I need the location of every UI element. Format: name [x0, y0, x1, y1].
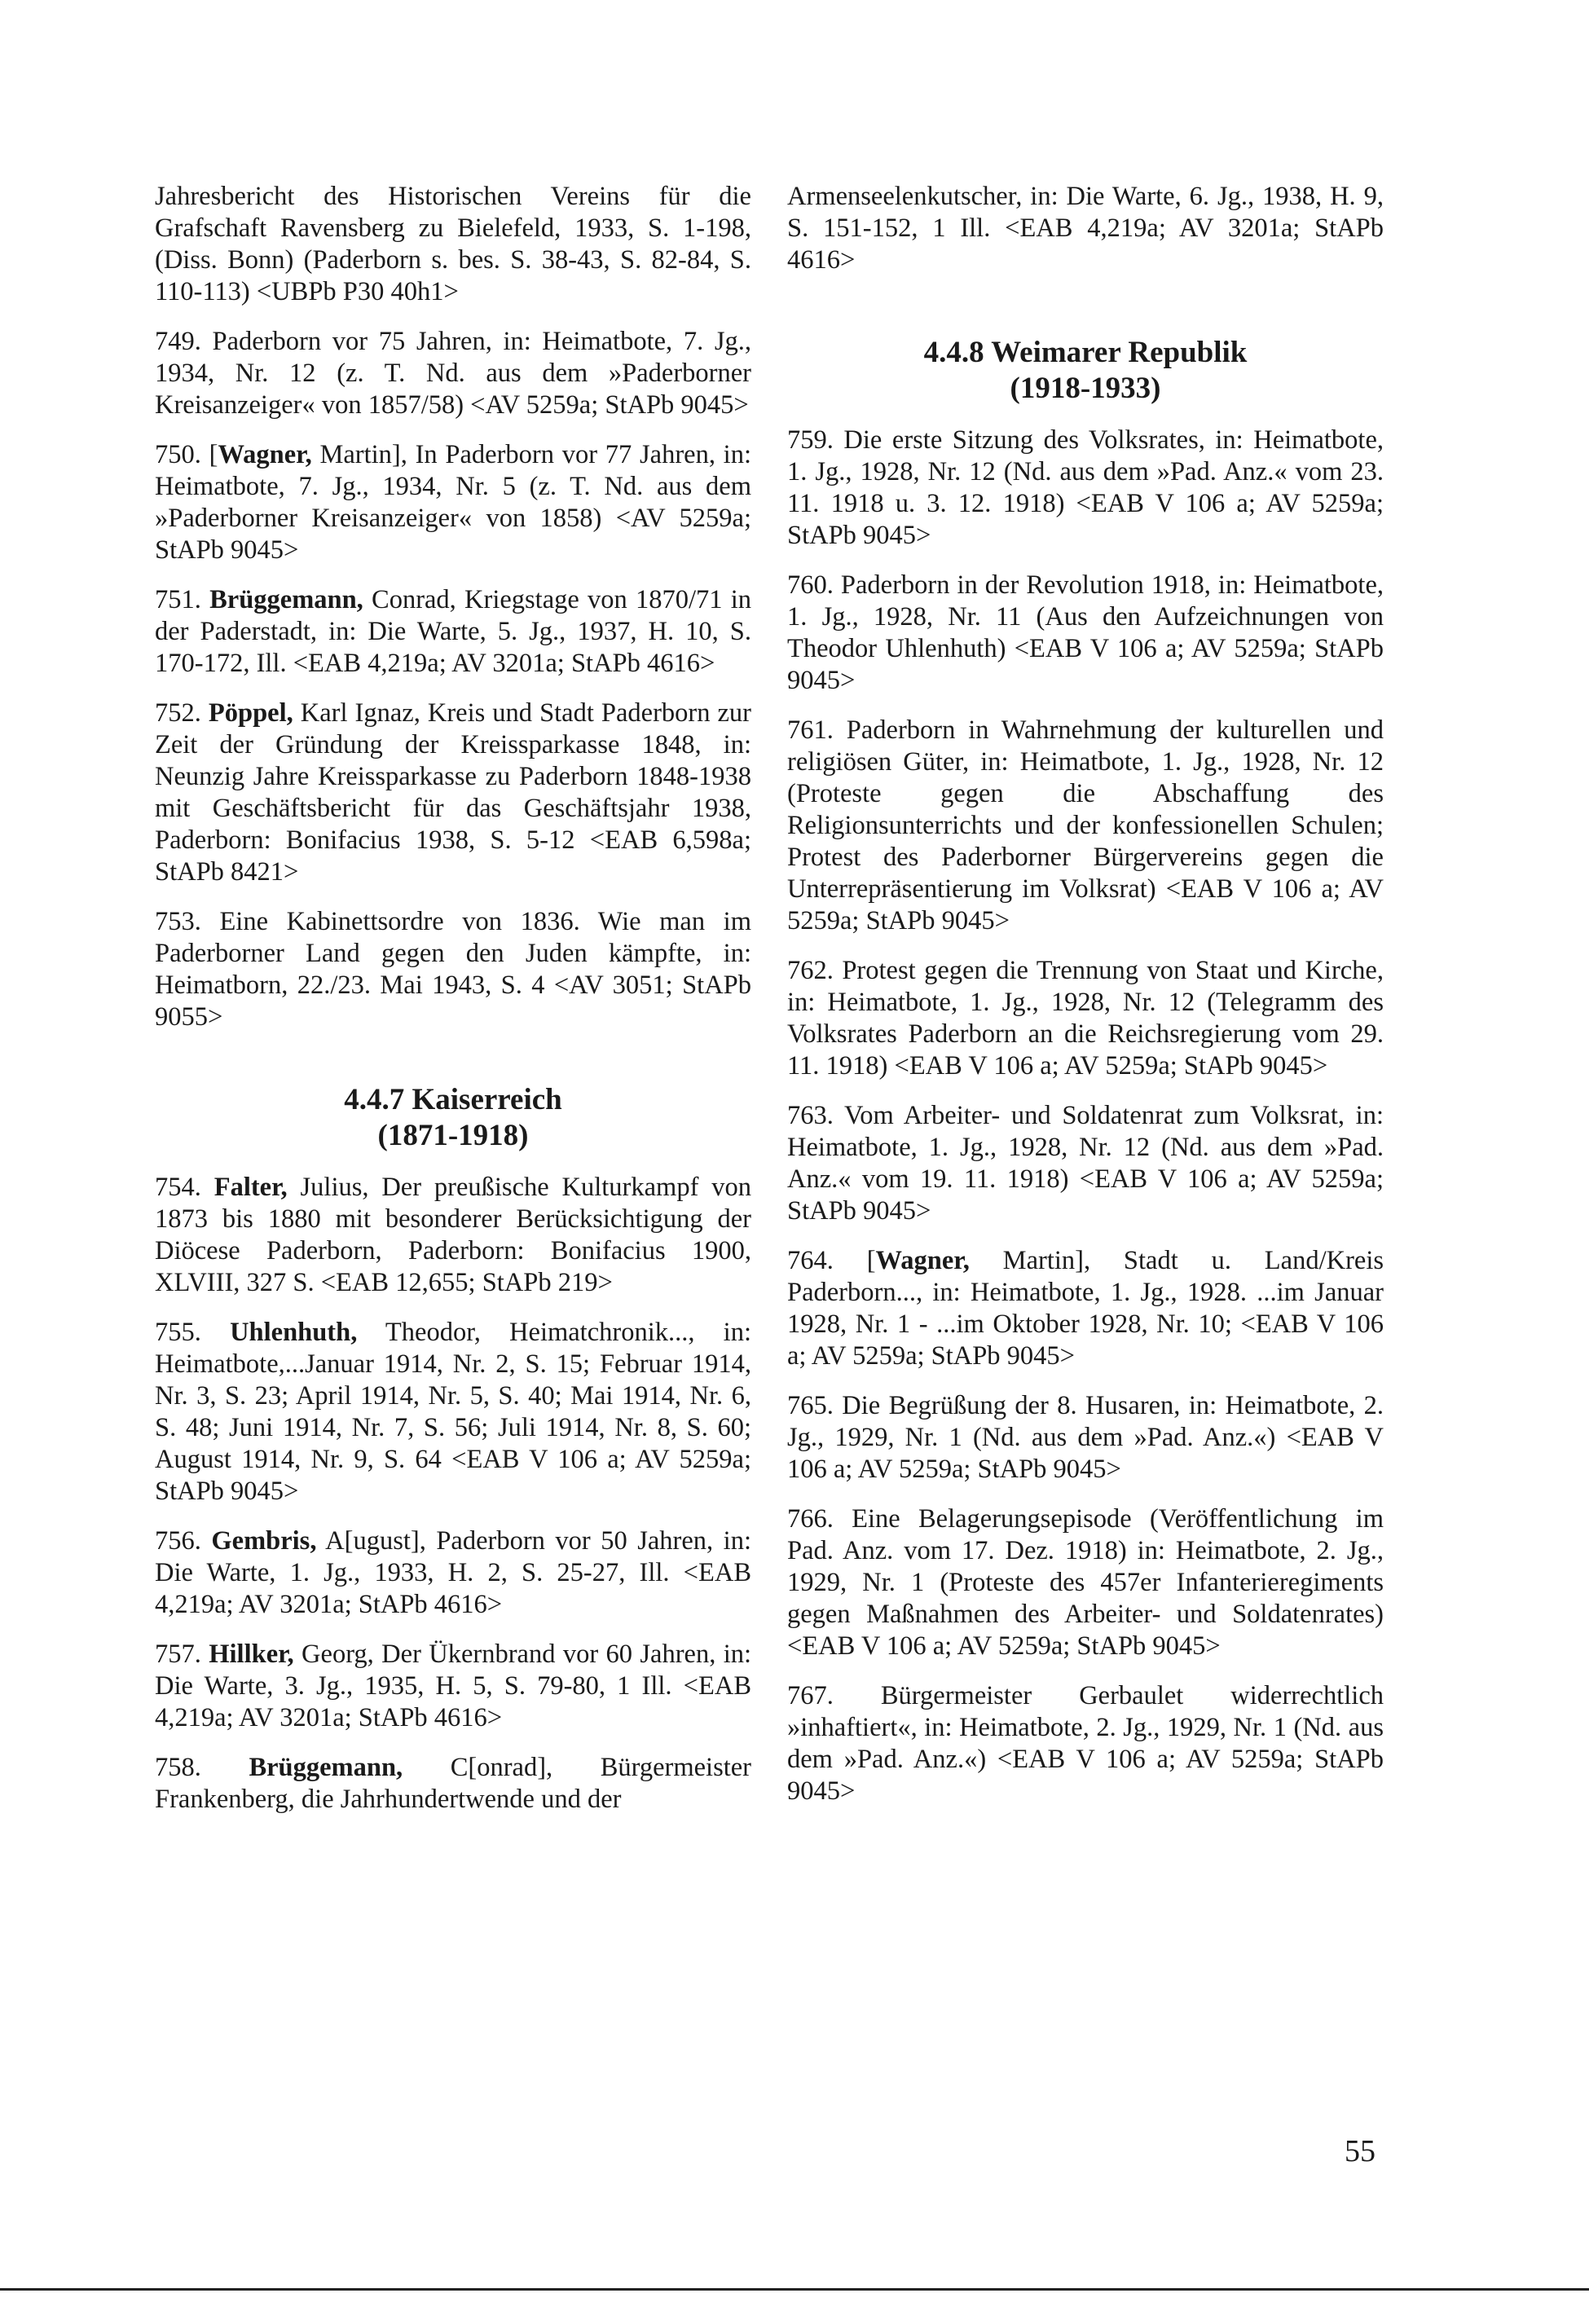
entry-lead: 760. — [787, 570, 841, 600]
bibliography-entry — [787, 1245, 1384, 1372]
entry-text: Julius, Der preußische Kulturkampf von 1873 bis 1880 mit besonderer Berücksichtigung der Diöcese Paderborn, Paderborn: Bonifacius 1900, XLVIII, 327 S. <EAB 12,655; StAPb 219> — [155, 1173, 751, 1297]
entry-lead: 750. [ — [155, 440, 218, 469]
entry-text: A[ugust], Paderborn vor 50 Jahren, in: Die Warte, 1. Jg., 1933, H. 2, S. 25-27, Ill. <EAB 4,219a; AV 3201a; StAPb 4616> — [155, 1526, 751, 1619]
entry-lead: 749. — [155, 327, 213, 356]
bibliography-entry — [787, 425, 1384, 552]
bibliography-entry — [155, 1752, 751, 1816]
bibliography-entry — [787, 1390, 1384, 1486]
intro-entry-text: Jahresbericht des Historischen Vereins für die Grafschaft Ravensberg zu Bielefeld, 1933, S. 1-198, (Diss. Bonn) (Paderborn s. bes. S. 38-43, S. 82-84, S. 110-113) <UBPb P30 40h1> — [155, 182, 751, 306]
entry-text: Paderborn vor 75 Jahren, in: Heimatbote, 7. Jg., 1934, Nr. 12 (z. T. Nd. aus dem »Paderborner Kreisanzeiger« von 1857/58) <AV 5259a; StAPb 9045> — [155, 327, 751, 420]
entry-lead: 764. [ — [787, 1246, 876, 1275]
entry-author: Brüggemann, — [209, 585, 363, 614]
entry-author: Pöppel, — [208, 698, 293, 728]
entry-lead: 755. — [155, 1318, 231, 1347]
entry-author: Brüggemann, — [249, 1753, 403, 1782]
bibliography-entry — [787, 1503, 1384, 1662]
entry-author: Uhlenhuth, — [230, 1318, 358, 1347]
bibliography-entry — [155, 584, 751, 680]
entry-text: Karl Ignaz, Kreis und Stadt Paderborn zur Zeit der Gründung der Kreissparkasse 1848, in: Neunzig Jahre Kreissparkasse zu Paderborn 1848-1938 mit Geschäftsbericht für das Geschäftsjahr 1938, Paderborn: Bonifacius 1938, S. 5-12 <EAB 6,598a; StAPb 8421> — [155, 698, 751, 887]
entry-text: C[onrad], Bürgermeister Frankenberg, die Jahrhundertwende und der — [155, 1753, 752, 1814]
entry-author: Wagner, — [218, 440, 312, 469]
right-column — [787, 181, 1384, 1825]
entry-lead: 756. — [155, 1526, 212, 1556]
entry-text: Die erste Sitzung des Volksrates, in: Heimatbote, 1. Jg., 1928, Nr. 12 (Nd. aus dem »Pad. Anz.« vom 23. 11. 1918 u. 3. 12. 1918) <EAB V 106 a; AV 5259a; StAPb 9045> — [787, 425, 1384, 550]
entry-lead: 758. — [155, 1753, 249, 1782]
bibliography-entry — [155, 1525, 751, 1621]
entry-author: Hillker, — [209, 1640, 294, 1669]
entry-text: Vom Arbeiter- und Soldatenrat zum Volksrat, in: Heimatbote, 1. Jg., 1928, Nr. 12 (Nd. aus dem »Pad. Anz.« vom 19. 11. 1918) <EAB V 106 a; AV 5259a; StAPb 9045> — [787, 1101, 1384, 1226]
entry-text: Protest gegen die Trennung von Staat und Kirche, in: Heimatbote, 1. Jg., 1928, Nr. 12 (Telegramm des Volksrates Paderborn an die Reichsregierung vom 29. 11. 1918) <EAB V 106 a; AV 5259a; StAPb 9045> — [787, 956, 1384, 1081]
bibliography-entry — [155, 906, 751, 1033]
bibliography-entry — [155, 1639, 751, 1734]
entry-text: Martin], In Paderborn vor 77 Jahren, in: Heimatbote, 7. Jg., 1934, Nr. 5 (z. T. Nd. aus dem »Paderborner Kreisanzeiger« von 1858) <AV 5259a; StAPb 9045> — [155, 440, 751, 565]
bibliography-entry — [155, 439, 751, 566]
bibliography-entry — [787, 715, 1384, 937]
entry-text: Eine Kabinettsordre von 1836. Wie man im Paderborner Land gegen den Juden kämpfte, in: Heimatborn, 22./23. Mai 1943, S. 4 <AV 3051; StAPb 9055> — [155, 907, 751, 1032]
entry-lead: 763. — [787, 1101, 844, 1130]
entry-lead: 751. — [155, 585, 210, 614]
section-title: 4.4.8 Weimarer Republik — [923, 336, 1248, 369]
entry-lead: 761. — [787, 715, 847, 745]
entry-lead: 757. — [155, 1640, 209, 1669]
section-heading-weimarer-republik — [787, 335, 1384, 407]
bibliography-entry — [155, 326, 751, 421]
entry-text: Conrad, Kriegstage von 1870/71 in der Paderstadt, in: Die Warte, 5. Jg., 1937, H. 10, S. 170-172, Ill. <EAB 4,219a; AV 3201a; StAPb 4616> — [155, 585, 751, 678]
entry-author: Gembris, — [211, 1526, 317, 1556]
bibliography-entry — [155, 1172, 751, 1299]
entry-lead: 767. — [787, 1681, 881, 1710]
entry-text: Martin], Stadt u. Land/Kreis Paderborn..., in: Heimatbote, 1. Jg., 1928. ...im Januar 1928, Nr. 1 - ...im Oktober 1928, Nr. 10; <EAB V 106 a; AV 5259a; StAPb 9045> — [787, 1246, 1384, 1371]
bibliography-entry — [787, 1100, 1384, 1227]
entry-lead: 759. — [787, 425, 844, 455]
entry-text: Paderborn in der Revolution 1918, in: Heimatbote, 1. Jg., 1928, Nr. 11 (Aus den Aufzeichnungen von Theodor Uhlenhuth) <EAB V 106 a; AV 5259a; StAPb 9045> — [787, 570, 1384, 695]
entry-author: Wagner, — [875, 1246, 970, 1275]
bibliography-entry — [787, 955, 1384, 1082]
left-column — [155, 181, 751, 1833]
entry-lead: 766. — [787, 1504, 852, 1534]
entry-text: Theodor, Heimatchronik..., in: Heimatbote,...Januar 1914, Nr. 2, S. 15; Februar 1914, Nr. 3, S. 23; April 1914, Nr. 5, S. 40; Mai 1914, Nr. 6, S. 48; Juni 1914, Nr. 7, S. 56; Juli 1914, Nr. 8, S. 60; August 1914, Nr. 9, S. 64 <EAB V 106 a; AV 5259a; StAPb 9045> — [155, 1318, 751, 1506]
bibliography-entry — [787, 570, 1384, 697]
continuation-entry-text: Armenseelenkutscher, in: Die Warte, 6. Jg., 1938, H. 9, S. 151-152, 1 Ill. <EAB 4,219a; AV 3201a; StAPb 4616> — [787, 182, 1384, 275]
entry-author: Falter, — [213, 1173, 288, 1202]
bibliography-entry — [155, 698, 751, 888]
bibliography-entry — [155, 1317, 751, 1508]
bibliography-entry — [787, 1680, 1384, 1807]
entry-text: Paderborn in Wahrnehmung der kulturellen und religiösen Güter, in: Heimatbote, 1. Jg., 1928, Nr. 12 (Proteste gegen die Abschaffung des Religionsunterrichts und der konfessionellen Schulen; Protest des Paderborner Bürgervereins gegen die Unterrepräsentierung im Volksrat) <EAB V 106 a; AV 5259a; StAPb 9045> — [787, 715, 1384, 935]
entry-lead: 754. — [155, 1173, 214, 1202]
page-number: 55 — [1345, 2134, 1376, 2168]
entry-lead: 753. — [155, 907, 220, 936]
scan-edge-rule — [0, 2288, 1589, 2291]
entry-text: Bürgermeister Gerbaulet widerrechtlich »inhaftiert«, in: Heimatbote, 2. Jg., 1929, Nr. 1 (Nd. aus dem »Pad. Anz.«) <EAB V 106 a; AV 5259a; StAPb 9045> — [787, 1681, 1384, 1806]
entry-text: Die Begrüßung der 8. Husaren, in: Heimatbote, 2. Jg., 1929, Nr. 1 (Nd. aus dem »Pad. Anz.«) <EAB V 106 a; AV 5259a; StAPb 9045> — [787, 1391, 1384, 1484]
entry-text: Eine Belagerungsepisode (Veröffentlichung im Pad. Anz. vom 17. Dez. 1918) in: Heimatbote, 2. Jg., 1929, Nr. 1 (Proteste des 457er Infanterieregiments gegen Maßnahmen des Arbeiter- und Soldatenrates) <EAB V 106 a; AV 5259a; StAPb 9045> — [787, 1504, 1384, 1661]
section-title: 4.4.7 Kaiserreich — [344, 1083, 562, 1116]
entry-lead: 752. — [155, 698, 209, 728]
section-years: (1918-1933) — [1010, 372, 1161, 405]
entry-text: Georg, Der Ükernbrand vor 60 Jahren, in: Die Warte, 3. Jg., 1935, H. 5, S. 79-80, 1 Ill. <EAB 4,219a; AV 3201a; StAPb 4616> — [155, 1640, 751, 1732]
section-heading-kaiserreich — [155, 1082, 751, 1154]
section-years: (1871-1918) — [377, 1119, 529, 1152]
entry-lead: 765. — [787, 1391, 843, 1420]
entry-lead: 762. — [787, 956, 843, 985]
